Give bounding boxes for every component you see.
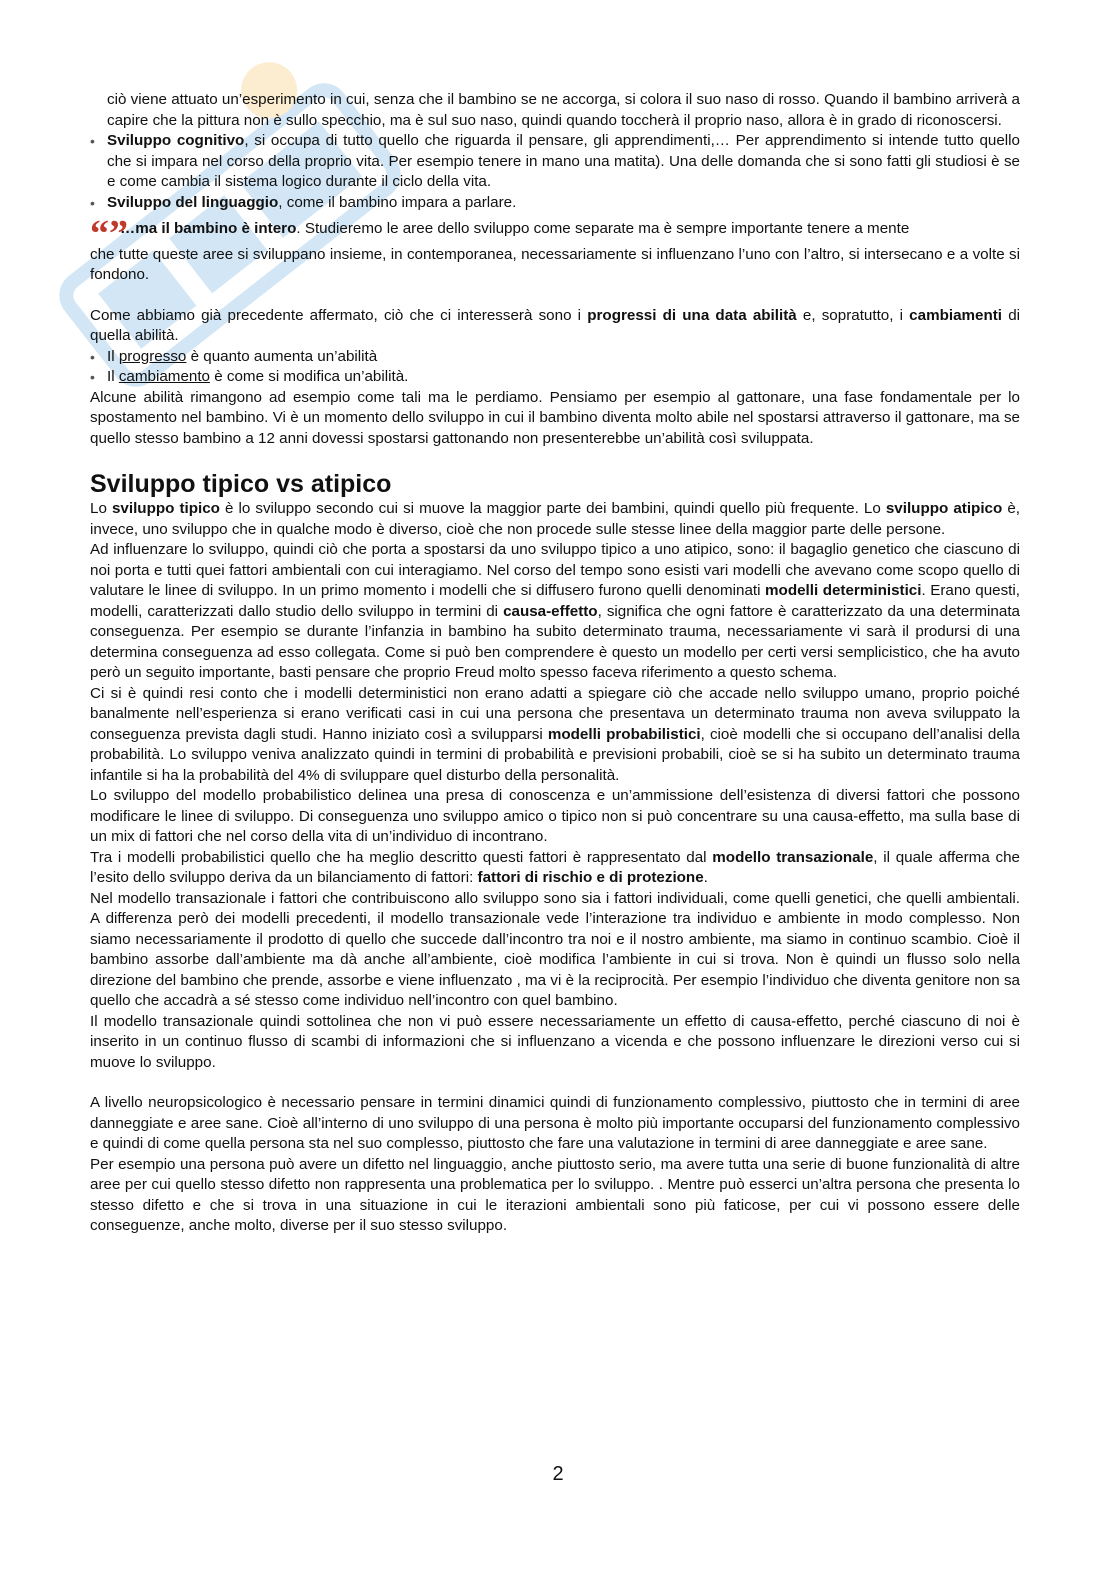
bold-term: sviluppo tipico [111, 500, 220, 517]
example-paragraph: Per esempio una persona può avere un difetto nel linguaggio, anche piuttosto serio, ma avere tutta una serie di buone funzionalità di altre aree per cui quello stesso difetto non rappresenta una problematica per lo sviluppo. . Mentre può esserci un’altra persona che presenta lo stesso difetto e che si trova in una situazione in cui le iterazioni ambientali sono più faticose, per cui vi possono essere delle conseguenze, anche molto, diverse per il suo stesso sviluppo. [90, 1155, 1020, 1234]
typical-paragraph [90, 499, 1020, 540]
list-item [90, 131, 1020, 193]
text-span: è lo sviluppo secondo cui si muove la maggior parte dei bambini, quindi quello più frequente. Lo [219, 500, 886, 517]
text-span: . [703, 869, 708, 886]
list-item-title: Sviluppo del linguaggio [107, 193, 279, 211]
text-span: Il [107, 347, 119, 365]
page-number: 2 [552, 1463, 564, 1485]
underlined-term: cambiamento [118, 368, 210, 385]
bold-term: modelli deterministici [765, 582, 922, 599]
quote-text: . Studieremo le aree dello sviluppo come separate ma è sempre importante tenere a mente [296, 220, 910, 237]
quote-block [90, 213, 1020, 286]
bold-term: progressi di una data abilità [587, 306, 797, 324]
crawling-paragraph: Alcune abilità rimangono ad esempio come tali ma le perdiamo. Pensiamo per esempio al gattonare, una fase fondamentale per lo spostamento nel bambino. Vi è un momento dello sviluppo in cui il bambino diventa molto abile nel spostarsi attraverso il gattonare, ma se quello stesso bambino a 12 anni dovessi spostarsi gattonando non presenterebbe un’abilità così sviluppata. [90, 388, 1020, 447]
probabilistic-model-paragraph: Lo sviluppo del modello probabilistico delinea una presa di conoscenza e un’ammissione dell’esistenza di diversi fattori che possono modificare le linee di sviluppo. Di conseguenza uno sviluppo amico o tipico non si può concentrare su una causa-effetto, ma sulla base di un mix di fattori che nel corso della vita di un’individuo di incontrano. [90, 787, 1020, 845]
transactional-summary-paragraph: Il modello transazionale quindi sottolinea che non vi può essere necessariamente un effetto di causa-effetto, perché ciascuno di noi è inserito in un continuo flusso di scambi di informazioni che si influenzano a vicenda e che possono influenzare le direzioni verso cui si muove lo sviluppo. [90, 1012, 1020, 1071]
list-item [90, 347, 1020, 368]
text-span: , il quale afferma che l’esito dello sviluppo deriva da un bilanciamento di fattori: [90, 848, 1020, 886]
text-span: Ci si è quindi resi conto che i modelli deterministici non erano adatti a spiegare ciò che accade nello sviluppo umano, proprio poiché banalmente nell’esperienza si erano verificati casi in cui una persona che presentava un determinato trauma non aveva sviluppato la conseguenza prevista dagli studi. Hanno iniziato così a svilupparsi [90, 684, 1020, 743]
development-areas-list [90, 131, 1020, 213]
bold-term: modelli probabilistici [547, 725, 701, 743]
text-span: Lo [90, 500, 112, 517]
bold-term: cambiamenti [909, 306, 1003, 324]
list-item-text: , si occupa di tutto quello che riguarda il pensare, gli apprendimenti,… Per apprendimento si intende tutto quello che si impara nel corso della proprio vita. Per esempio tenere in mano una matita). Una delle domanda che si sono fatti gli studiosi è se e come cambia il sistema logico durante il ciclo della vita. [107, 132, 1020, 190]
deterministic-paragraph [90, 540, 1020, 684]
list-item-title: Sviluppo cognitivo [107, 132, 245, 149]
bold-term: sviluppo atipico [885, 500, 1003, 517]
text-span: è quanto aumenta un’abilità [186, 347, 378, 365]
probabilistic-paragraph [90, 684, 1020, 787]
list-item [90, 193, 1020, 214]
neuropsych-paragraph: A livello neuropsicologico è necessario pensare in termini dinamici quindi di funzionamento complessivo, piuttosto che in termini di aree danneggiate e aree sane. Cioè all’interno di uno sviluppo di una persona è molto più importante occuparsi del funzionamento complessivo e quindi di come quella persona sta nel suo complesso, piuttosto che fare una valutazione in termini di aree danneggiate e aree sane. [90, 1094, 1020, 1152]
bold-term: modello transazionale [712, 848, 874, 866]
continuation-paragraph: ciò viene attuato un’esperimento in cui, senza che il bambino se ne accorga, si colora il suo naso di rosso. Quando il bambino arriverà a capire che la pittura non è sullo specchio, ma è sul suo naso, quindi quando toccherà il proprio naso, allora è in grado di riconoscersi. [107, 91, 1020, 129]
text-span: , significa che ogni fattore è caratterizzato da una determinata conseguenza. Per esempio se durante l’infanzia in bambino ha subito determinato trauma, necessariamente vi sarà il prodursi di una determina conseguenza ad esso collegata. Come si può ben comprendere è questo un modello per certi versi semplicistico, che ha avuto però un seguito importante, basti pensare che proprio Freud molto spesso faceva riferimento a questo schema. [90, 602, 1020, 681]
text-span: è, invece, uno sviluppo che in qualche modo è diverso, cioè che non procede sulle stesse linee della maggior parte delle persone. [90, 500, 1020, 538]
list-item-text: , come il bambino impara a parlare. [278, 193, 517, 211]
document-page [90, 90, 1020, 1237]
text-span: e, sopratutto, i [796, 306, 910, 324]
text-span: Tra i modelli probabilistici quello che ha meglio descritto questi fattori è rappresentato dal [90, 848, 713, 866]
list-item [90, 367, 1020, 388]
text-span: , cioè modelli che si occupano dell’analisi della probabilità. Lo sviluppo veniva analizzato quindi in termini di probabilità e previsioni probabili, cioè se si ha subito un determinato trauma infantile si ha la probabilità del 4% di sviluppare quel disturbo della personalità. [90, 725, 1020, 784]
underlined-term: progresso [118, 347, 187, 365]
bold-term: fattori di rischio e di protezione [477, 869, 704, 886]
text-span: Il [107, 368, 119, 385]
section-heading: Sviluppo tipico vs atipico [90, 470, 392, 498]
quote-mark-icon: “” [90, 213, 128, 255]
text-span: di quella abilità. [90, 306, 1021, 344]
definitions-list [90, 347, 1020, 388]
transactional-paragraph [90, 848, 1020, 889]
text-span: Come abbiamo già precedente affermato, ciò che ci interesserà sono i [90, 306, 588, 324]
quote-bold: …ma il bambino è intero [120, 220, 297, 237]
quote-continuation: che tutte queste aree si sviluppano insieme, in contemporanea, necessariamente si influenzano l’uno con l’altro, si intersecano e a volte si fondono. [90, 245, 1020, 283]
text-span: è come si modifica un’abilità. [210, 368, 409, 385]
progress-paragraph [90, 306, 1020, 347]
quote-first-line [90, 219, 1020, 240]
bold-term: causa-effetto [503, 602, 598, 620]
text-span: Ad influenzare lo sviluppo, quindi ciò che porta a spostarsi da uno sviluppo tipico a uno atipico, sono: il bagaglio genetico che ciascuno di noi porta e tutti quei fattori ambientali con cui interagiamo. Nel corso del tempo sono esisti vari modelli che avevano come scopo quello di valutare le linee di sviluppo. In un primo momento i modelli che si diffusero furono quelli denominati [90, 541, 1020, 599]
text-span: . Erano questi, modelli, caratterizzati dallo studio dello sviluppo in termini di [90, 582, 1020, 620]
transactional-factors-paragraph: Nel modello transazionale i fattori che contribuiscono allo sviluppo sono sia i fattori individuali, come quelli genetici, che quelli ambientali. A differenza però dei modelli precedenti, il modello transazionale vede l’interazione tra individuo e ambiente in modo complesso. Non siamo necessariamente il prodotto di quello che succede dall’incontro tra noi e il nostro ambiente, ma siamo in continuo scambio. Cioè il bambino assorbe dall’ambiente ma dà anche all’ambiente, cioè modifica l’ambiente in cui si trova. Non è quindi un flusso solo nella direzione del bambino che prende, assorbe e viene influenzato , ma vi è la reciprocità. Per esempio l’individuo che diventa genitore non sa quello che accadrà a sé stesso come individuo nell’incontro con quel bambino. [90, 889, 1020, 1009]
